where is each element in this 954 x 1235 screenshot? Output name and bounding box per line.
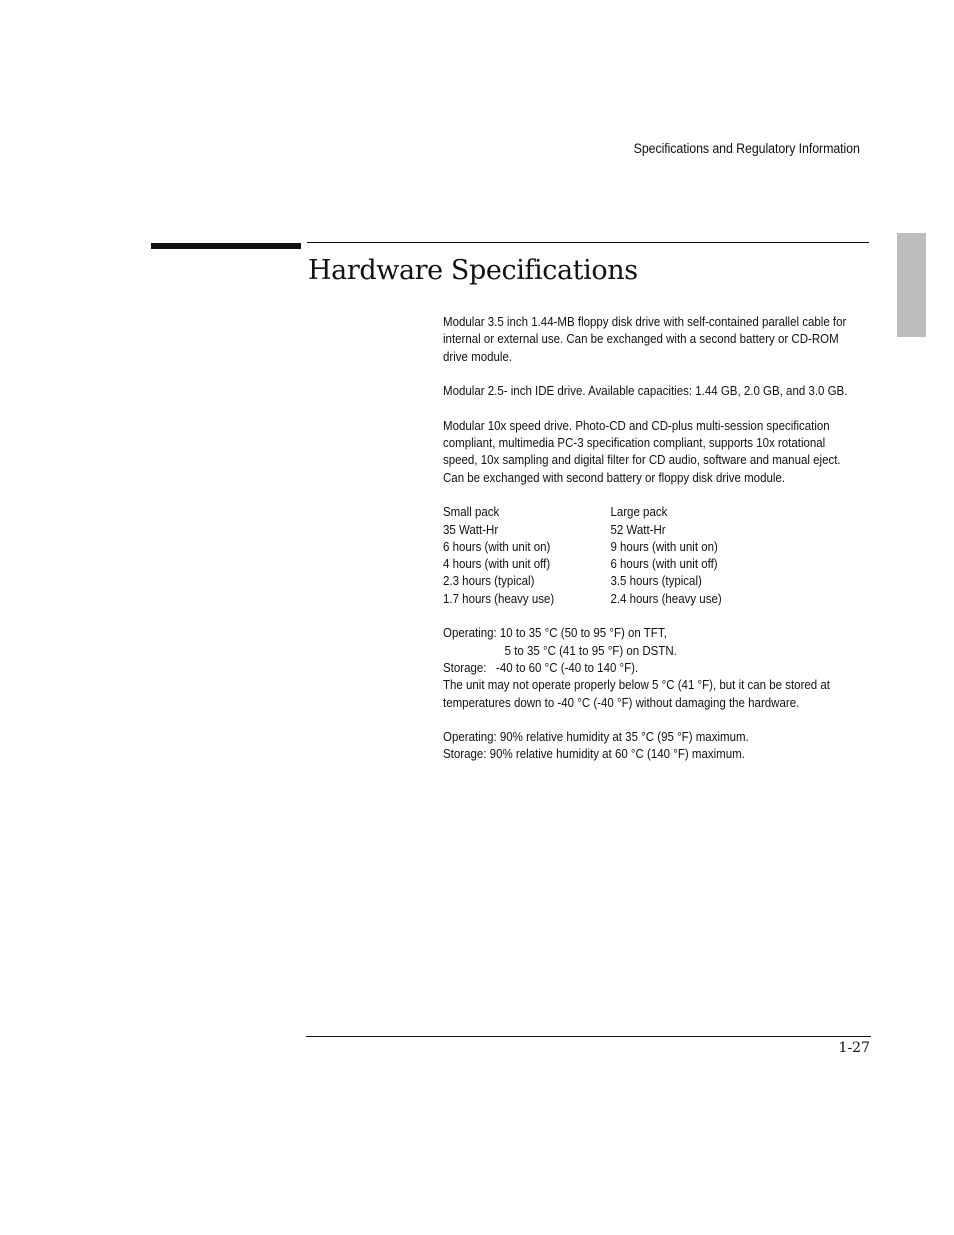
small-pack-cell: 4 hours (with unit off) <box>443 557 551 572</box>
battery-row <box>443 522 875 539</box>
battery-row <box>443 573 875 590</box>
spec-content <box>443 314 875 781</box>
large-pack-cell: 2.4 hours (heavy use) <box>610 591 722 606</box>
small-pack-cell: 35 Watt-Hr <box>443 522 499 537</box>
large-pack-cell: 3.5 hours (typical) <box>610 574 702 589</box>
temperature-note-line: temperatures down to -40 °C (-40 °F) without damaging the hardware. <box>443 695 800 710</box>
hard-drive-paragraph <box>443 383 875 400</box>
small-pack-cell: 6 hours (with unit on) <box>443 539 551 554</box>
storage-humidity: Storage: 90% relative humidity at 60 °C (140 °F) maximum. <box>443 747 745 762</box>
footer-rule <box>306 1036 871 1037</box>
temperature-paragraph <box>443 625 875 711</box>
battery-row <box>443 539 875 556</box>
operating-temperature: Operating: 10 to 35 °C (50 to 95 °F) on TFT, <box>443 626 667 641</box>
text-line: internal or external use. Can be exchanged with a second battery or CD-ROM <box>443 332 839 347</box>
text-line: speed, 10x sampling and digital filter for CD audio, software and manual eject. <box>443 453 841 468</box>
floppy-drive-paragraph <box>443 314 875 366</box>
storage-temperature: Storage: -40 to 60 °C (-40 to 140 °F). <box>443 660 639 675</box>
large-pack-cell: 52 Watt-Hr <box>610 522 666 537</box>
page-title: Hardware Specifications <box>308 255 638 286</box>
battery-table <box>443 504 875 608</box>
section-rule-thin <box>307 242 869 243</box>
battery-row <box>443 591 875 608</box>
section-thumb-tab <box>897 233 926 337</box>
operating-humidity: Operating: 90% relative humidity at 35 °C (95 °F) maximum. <box>443 730 749 745</box>
temperature-note-line: The unit may not operate properly below 5 °C (41 °F), but it can be stored at <box>443 678 830 693</box>
small-pack-cell: 1.7 hours (heavy use) <box>443 591 555 606</box>
large-pack-cell: Large pack <box>610 505 668 520</box>
section-rule-thick <box>151 243 301 249</box>
small-pack-cell: Small pack <box>443 505 500 520</box>
text-line: Modular 10x speed drive. Photo-CD and CD-plus multi-session specification <box>443 418 830 433</box>
text-line: Modular 2.5- inch IDE drive. Available capacities: 1.44 GB, 2.0 GB, and 3.0 GB. <box>443 384 848 399</box>
humidity-paragraph <box>443 729 875 764</box>
text-line: Modular 3.5 inch 1.44-MB floppy disk drive with self-contained parallel cable for <box>443 315 847 329</box>
page-number: 1-27 <box>838 1040 870 1056</box>
operating-temperature-dstn: 5 to 35 °C (41 to 95 °F) on DSTN. <box>504 643 677 658</box>
text-line: Can be exchanged with second battery or floppy disk drive module. <box>443 470 786 485</box>
small-pack-cell: 2.3 hours (typical) <box>443 574 535 589</box>
text-line: drive module. <box>443 349 513 364</box>
battery-row <box>443 504 875 521</box>
text-line: compliant, multimedia PC-3 specification compliant, supports 10x rotational <box>443 436 826 451</box>
large-pack-cell: 6 hours (with unit off) <box>610 557 718 572</box>
battery-row <box>443 556 875 573</box>
large-pack-cell: 9 hours (with unit on) <box>610 539 718 554</box>
running-header: Specifications and Regulatory Information <box>633 141 860 156</box>
cdrom-drive-paragraph <box>443 418 875 487</box>
